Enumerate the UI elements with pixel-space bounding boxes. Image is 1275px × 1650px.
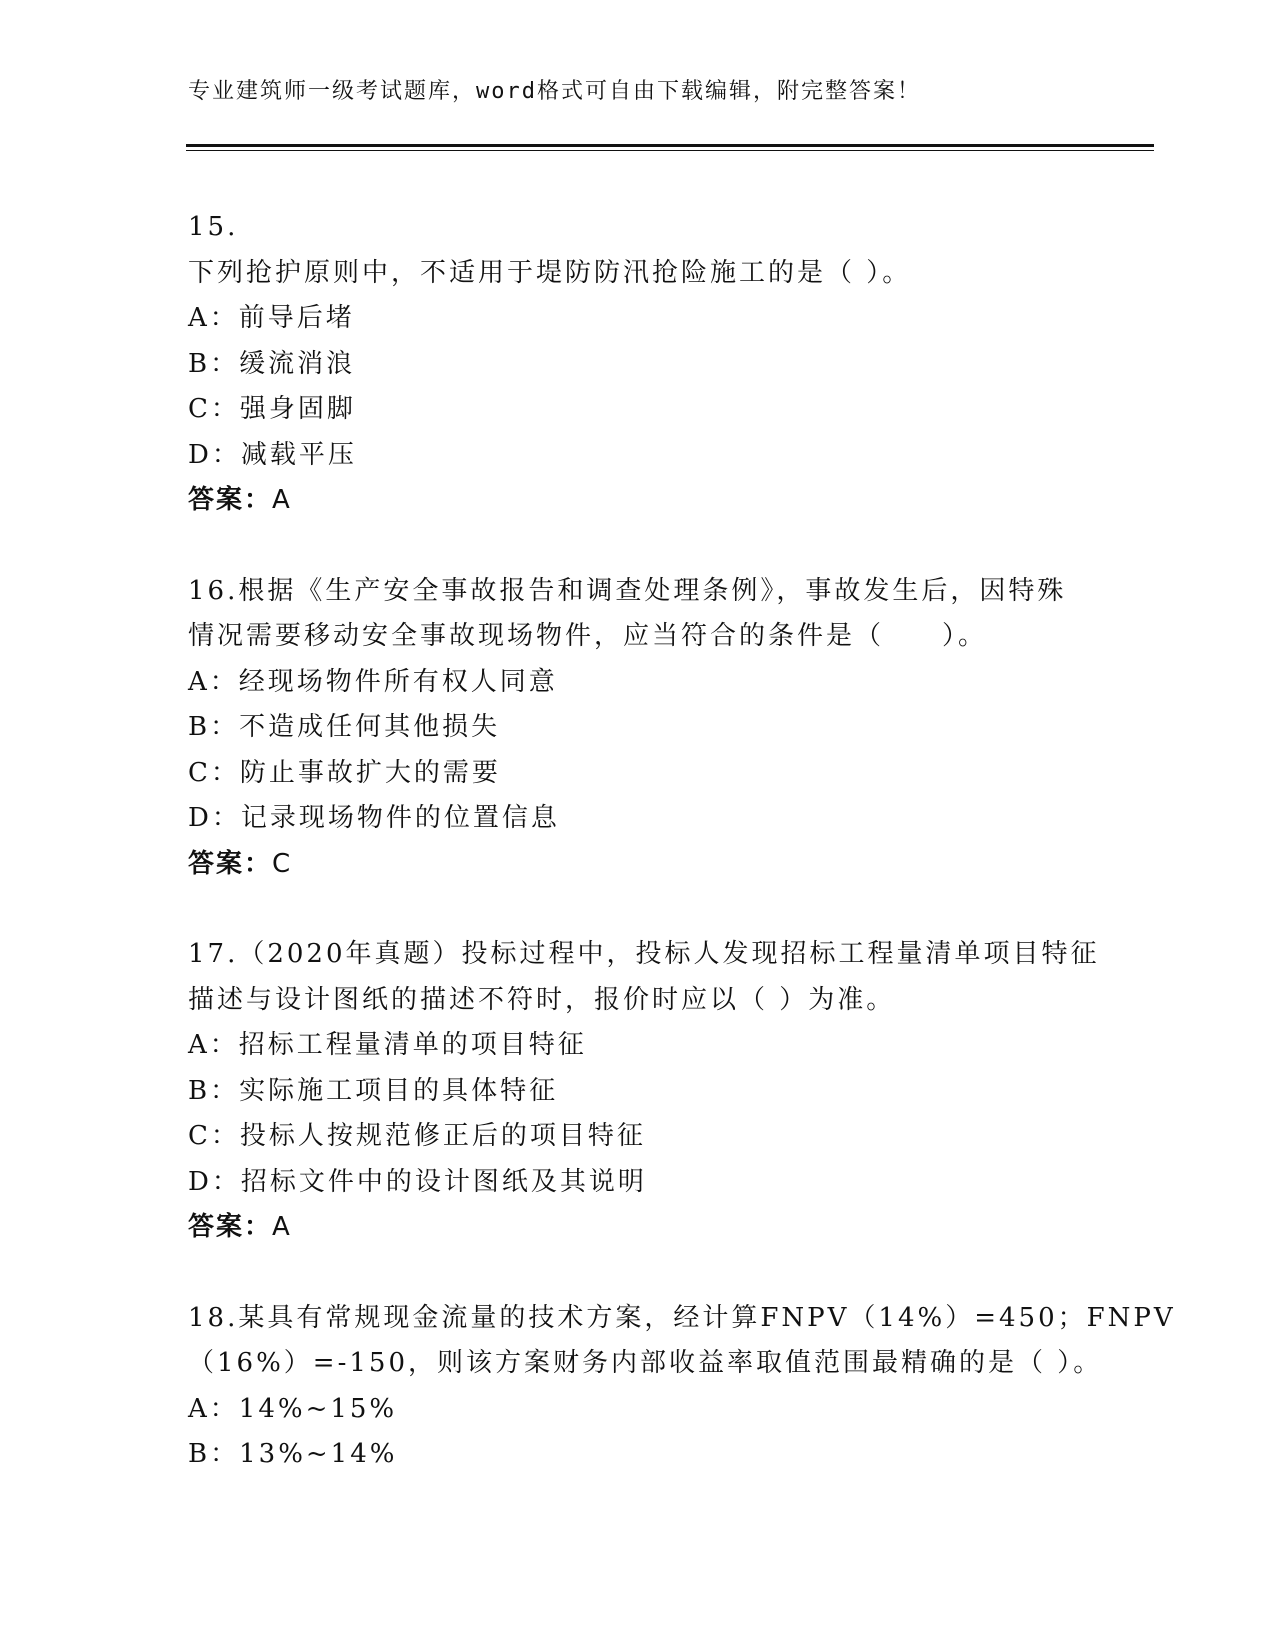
option-a: A：招标工程量清单的项目特征 xyxy=(188,1030,587,1060)
option-a: A：经现场物件所有权人同意 xyxy=(188,666,558,697)
option-c: C：防止事故扩大的需要 xyxy=(188,757,501,788)
option-d: D：记录现场物件的位置信息 xyxy=(188,803,560,833)
answer-line xyxy=(188,1205,1108,1251)
option-a: A：14%~15% xyxy=(188,1393,398,1424)
page-header: 专业建筑师一级考试题库，word格式可自由下载编辑，附完整答案！ xyxy=(188,79,921,104)
question-text: 18.某具有常规现金流量的技术方案，经计算FNPV（14%）=450；FNPV xyxy=(188,1302,1176,1333)
answer-label: 答案： xyxy=(188,485,273,515)
answer-label: 答案： xyxy=(188,1212,273,1242)
question-number: 15. xyxy=(188,212,239,242)
option-b: B：13%~14% xyxy=(188,1439,398,1469)
answer-line xyxy=(188,478,1108,524)
question-text: 16.根据《生产安全事故报告和调查处理条例》，事故发生后，因特殊 xyxy=(188,575,1067,606)
header-divider-thin xyxy=(186,150,1154,151)
option-c: C：投标人按规范修正后的项目特征 xyxy=(188,1121,646,1151)
question-list xyxy=(188,205,1176,1523)
question-15 xyxy=(188,205,1108,524)
option-d: D：减载平压 xyxy=(188,439,357,470)
answer-value: A xyxy=(272,485,292,515)
option-b: B：缓流消浪 xyxy=(188,348,356,379)
option-b: B：不造成任何其他损失 xyxy=(188,712,501,742)
question-17 xyxy=(188,932,1108,1251)
question-text-continued: 情况需要移动安全事故现场物件，应当符合的条件是（ ）。 xyxy=(188,621,988,651)
question-text-continued: 描述与设计图纸的描述不符时，报价时应以（ ）为准。 xyxy=(188,984,896,1015)
question-text-continued: （16%）=-150，则该方案财务内部收益率取值范围最精确的是（ ）。 xyxy=(188,1348,1103,1378)
answer-value: C xyxy=(272,848,293,879)
answer-line xyxy=(188,842,1108,888)
question-text: 17.（2020年真题）投标过程中，投标人发现招标工程量清单项目特征 xyxy=(188,939,1100,969)
option-d: D：招标文件中的设计图纸及其说明 xyxy=(188,1166,647,1197)
question-18 xyxy=(188,1296,1176,1478)
question-16 xyxy=(188,569,1108,888)
option-a: A：前导后堵 xyxy=(188,303,355,333)
option-b: B：实际施工项目的具体特征 xyxy=(188,1075,559,1106)
answer-label: 答案： xyxy=(188,848,273,879)
header-divider xyxy=(186,144,1154,147)
answer-value: A xyxy=(272,1212,292,1242)
option-c: C：强身固脚 xyxy=(188,394,356,424)
question-text: 下列抢护原则中，不适用于堤防防汛抢险施工的是（ ）。 xyxy=(188,257,912,288)
